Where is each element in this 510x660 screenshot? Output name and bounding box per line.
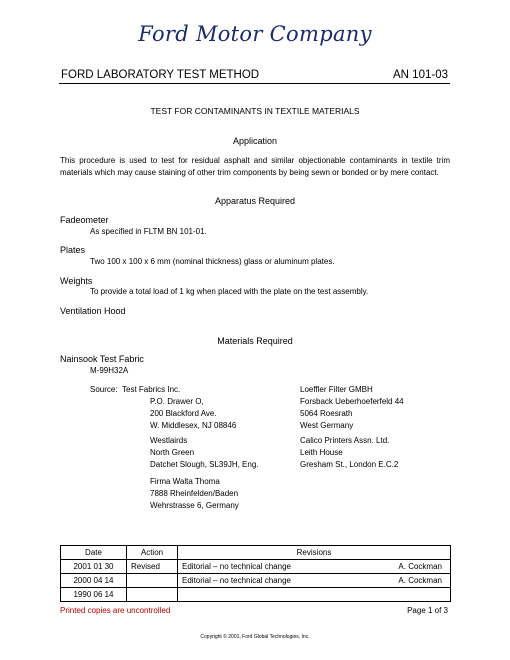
supplier-line: Calico Printers Assn. Ltd.	[300, 436, 390, 445]
supplier-line: Firma Walta Thoma	[150, 477, 220, 486]
revision-date: 1990 06 14	[61, 588, 127, 602]
fabric-code: M-99H32A	[90, 366, 129, 375]
supplier-line: 7888 Rheinfelden/Baden	[150, 489, 239, 498]
supplier-line: 200 Blackford Ave.	[150, 409, 217, 418]
uncontrolled-notice: Printed copies are uncontrolled	[60, 606, 171, 615]
source-label: Source:	[90, 385, 118, 394]
supplier-line: Gresham St., London E.C.2	[300, 460, 399, 469]
supplier-line: Loeffler Filter GMBH	[300, 385, 373, 394]
supplier-line: Wehrstrasse 6, Germany	[150, 501, 239, 510]
supplier-line: Westlairds	[150, 436, 188, 445]
supplier-line: Forsback Ueberhoeferfeld 44	[300, 397, 404, 406]
supplier-block	[150, 396, 236, 432]
revision-action	[127, 588, 178, 602]
column-header-action: Action	[127, 546, 178, 560]
apparatus-item-name: Weights	[60, 276, 93, 286]
method-code: AN 101-03	[393, 69, 448, 81]
revision-action: Revised	[127, 560, 178, 574]
supplier-block	[122, 384, 180, 396]
revision-author: A. Cockman	[368, 560, 451, 574]
apparatus-item-desc: Two 100 x 100 x 6 mm (nominal thickness) glass or aluminum plates.	[90, 257, 335, 266]
apparatus-item-name: Plates	[60, 245, 86, 255]
supplier-line: West Germany	[300, 421, 354, 430]
apparatus-item-desc: To provide a total load of 1 kg when placed with the plate on the test assembly.	[90, 287, 369, 296]
supplier-line: North Green	[150, 448, 195, 457]
table-header-row	[61, 546, 451, 560]
table-row	[61, 574, 451, 588]
revision-date: 2001 01 30	[61, 560, 127, 574]
fabric-name: Nainsook Test Fabric	[60, 354, 144, 364]
supplier-block	[150, 435, 259, 471]
column-header-date: Date	[61, 546, 127, 560]
supplier-line: Test Fabrics Inc.	[122, 385, 181, 394]
revision-date: 2000 04 14	[61, 574, 127, 588]
page-number: Page 1 of 3	[407, 606, 448, 615]
method-title: FORD LABORATORY TEST METHOD	[61, 69, 260, 81]
materials-heading: Materials Required	[217, 336, 293, 346]
table-row	[61, 560, 451, 574]
copyright-notice: Copyright © 2001, Ford Global Technologies, Inc.	[200, 634, 310, 640]
document-title: TEST FOR CONTAMINANTS IN TEXTILE MATERIALS	[150, 106, 360, 116]
table-row	[61, 588, 451, 602]
revision-desc: Editorial – no technical change	[178, 574, 369, 588]
supplier-line: 5064 Roesrath	[300, 409, 353, 418]
supplier-block	[150, 476, 239, 512]
application-text: This procedure is used to test for residual asphalt and similar objectionable contaminants in textile trim materials which may cause staining of other trim components by being sewn or bonded or by mere contact.	[60, 156, 450, 177]
apparatus-item-name: Ventilation Hood	[60, 306, 126, 316]
revision-author	[368, 588, 451, 602]
apparatus-item-desc: As specified in FLTM BN 101-01.	[90, 227, 207, 236]
supplier-line: Datchet Slough, SL39JH, Eng.	[150, 460, 259, 469]
revision-author: A. Cockman	[368, 574, 451, 588]
apparatus-item-name: Fadeometer	[60, 215, 109, 225]
application-heading: Application	[232, 136, 278, 146]
supplier-line: Leith House	[300, 448, 343, 457]
revision-action	[127, 574, 178, 588]
apparatus-heading: Apparatus Required	[214, 196, 296, 206]
revision-desc	[178, 588, 369, 602]
supplier-block	[300, 384, 404, 432]
supplier-line: W. Middlesex, NJ 08846	[150, 421, 237, 430]
header-divider	[59, 83, 450, 84]
supplier-block	[300, 435, 398, 471]
ford-logo: Ford Motor Company	[138, 22, 372, 46]
supplier-line: P.O. Drawer O,	[150, 397, 204, 406]
revision-desc: Editorial – no technical change	[178, 560, 369, 574]
column-header-revisions: Revisions	[178, 546, 451, 560]
revisions-table	[60, 545, 451, 602]
